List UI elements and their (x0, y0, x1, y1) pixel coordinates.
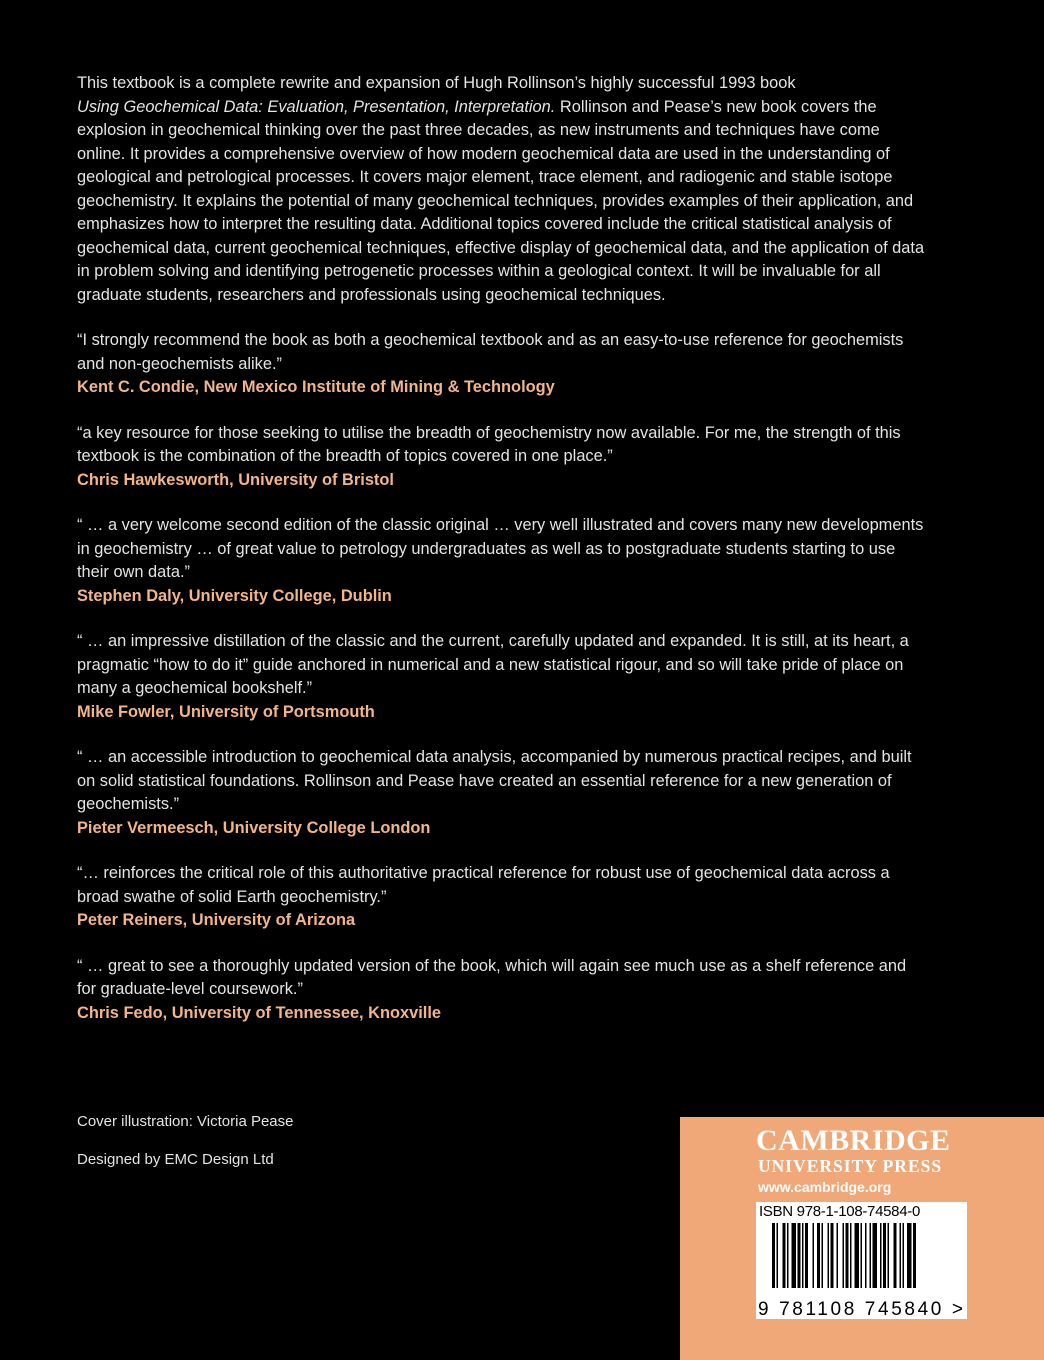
endorsement-attribution: Peter Reiners, University of Arizona (77, 911, 356, 929)
endorsement (77, 422, 927, 493)
publisher-logo-subname: UNIVERSITY PRESS (758, 1156, 943, 1176)
endorsement-attribution: Kent C. Condie, New Mexico Institute of Mining & Technology (77, 378, 555, 396)
design-credit: Designed by EMC Design Ltd (77, 1151, 274, 1168)
credits (77, 1113, 294, 1189)
cover-illustration-credit: Cover illustration: Victoria Pease (77, 1113, 294, 1130)
endorsement-text: “I strongly recommend the book as both a geochemical textbook and as an easy-to-use reference for geochemists and non-geochemists alike.” (77, 331, 904, 373)
endorsement-text: “ … great to see a thoroughly updated version of the book, which will again see much use as a shelf reference and for graduate-level coursework.” (77, 956, 907, 998)
description-paragraph: This textbook is a complete rewrite and expansion of Hugh Rollinson’s highly successful 1993 book Using Geochemical Data: Evaluation, Presentation, Interpretation. Rollinson and Pease’s new book covers the explosion in geochemical thinking over the past three decades, as new instruments and techniques have come online. It provides a comprehensive overview of how modern geochemical data are used in the understanding of geological and petrological processes. It covers major element, trace element, and radiogenic and stable isotope geochemistry. It explains the potential of many geochemical techniques, provides examples of their application, and emphasizes how to interpret the resulting data. Additional topics covered include the critical statistical analysis of geochemical data, current geochemical techniques, effective display of geochemical data, and the application of data in problem solving and identifying petrogenetic processes within a geological context. It will be invaluable for all graduate students, researchers and professionals using geochemical techniques. (77, 74, 925, 304)
back-cover-blurb (77, 72, 927, 1047)
endorsement-text: “ … an impressive distillation of the classic and the current, carefully updated and expanded. It is still, at its heart, a pragmatic “how to do it” guide anchored in numerical and a new statistical rigour, and so will take pride of place on many a geochemical bookshelf.” (77, 632, 909, 697)
endorsement (77, 746, 927, 840)
endorsement (77, 514, 927, 608)
endorsement-text: “ … a very welcome second edition of the classic original … very well illustrated and covers many new developments in geochemistry … of great value to petrology undergraduates as well as to postgraduate students starting to use their own data.” (77, 516, 924, 581)
endorsement-attribution: Chris Fedo, University of Tennessee, Knoxville (77, 1003, 442, 1022)
barcode-graphic (756, 1202, 967, 1319)
barcode-digits: 9 781108 745840 > (758, 1299, 963, 1319)
endorsement-attribution: Stephen Daly, University College, Dublin (77, 586, 392, 605)
endorsement (77, 955, 927, 1026)
original-book-title: Using Geochemical Data: Evaluation, Presentation, Interpretation. (77, 97, 556, 116)
endorsement-attribution: Chris Hawkesworth, University of Bristol (77, 470, 394, 489)
isbn-label: ISBN 978-1-108-74584-0 (759, 1203, 921, 1220)
endorsement-attribution: Mike Fowler, University of Portsmouth (77, 702, 375, 721)
isbn-barcode (756, 1202, 967, 1319)
endorsement-attribution: Pieter Vermeesch, University College London (77, 818, 431, 837)
endorsement-text: “a key resource for those seeking to utilise the breadth of geochemistry now available. For me, the strength of this textbook is the combination of the breadth of topics covered in one place.” (77, 423, 901, 465)
publisher-logo-name: CAMBRIDGE (756, 1124, 951, 1157)
endorsement (77, 630, 927, 724)
endorsement-text: “ … an accessible introduction to geochemical data analysis, accompanied by numerous practical recipes, and built on solid statistical foundations. Rollinson and Pease have created an essential reference for a new generation of geochemists.” (77, 748, 912, 813)
endorsement (77, 862, 927, 933)
publisher-url: www.cambridge.org (758, 1179, 892, 1195)
publisher-box (680, 1117, 1044, 1360)
endorsement (77, 329, 927, 400)
endorsement-text: “… reinforces the critical role of this authoritative practical reference for robust use of geochemical data across a broad swathe of solid Earth geochemistry.” (77, 864, 890, 906)
